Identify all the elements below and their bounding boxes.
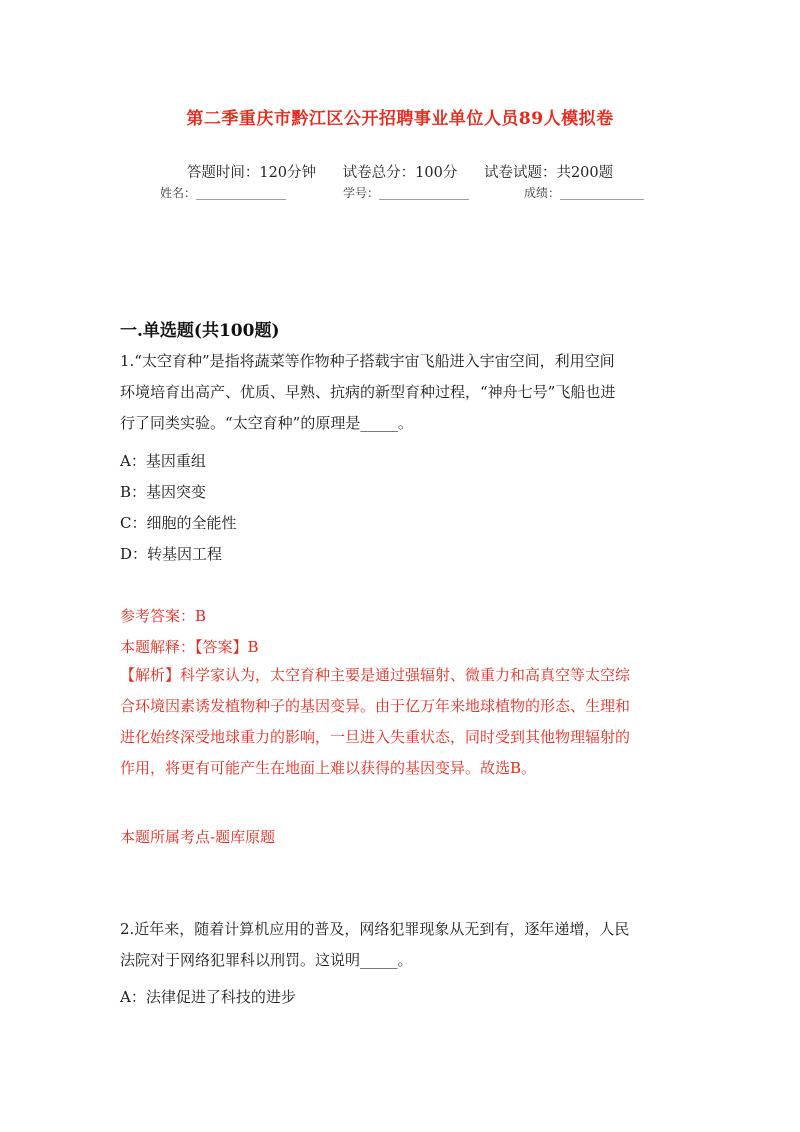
exam-meta <box>0 161 800 182</box>
question-1-option-d[interactable]: D：转基因工程 <box>120 545 223 563</box>
question-1-line-3: 行了同类实验。“太空育种”的原理是_____。 <box>120 414 413 432</box>
question-1-stem <box>120 346 685 439</box>
score-field[interactable]: 成绩：______________ <box>524 186 645 200</box>
question-1-topic: 本题所属考点-题库原题 <box>120 828 276 846</box>
name-field[interactable]: 姓名：_______________ <box>160 186 287 200</box>
question-2-stem <box>120 914 685 976</box>
exam-total-score: 试卷总分：100分 <box>342 165 458 181</box>
exam-title: 第二季重庆市黔江区公开招聘事业单位人员89人模拟卷 <box>186 109 614 129</box>
question-1-option-c[interactable]: C：细胞的全能性 <box>120 514 237 532</box>
question-2-line-2: 法院对于网络犯罪科以刑罚。这说明_____。 <box>120 951 413 969</box>
explanation-line-3: 进化始终深受地球重力的影响，一旦进入失重状态，同时受到其他物理辐射的 <box>120 728 631 746</box>
question-1-option-a[interactable]: A：基因重组 <box>120 452 206 470</box>
explanation-line-2: 合环境因素诱发植物种子的基因变异。由于亿万年来地球植物的形态、生理和 <box>120 697 631 715</box>
question-1-line-2: 环境培育出高产、优质、早熟、抗病的新型育种过程，“神舟七号”飞船也进 <box>120 383 616 401</box>
question-2-option-a[interactable]: A：法律促进了科技的进步 <box>120 988 296 1006</box>
question-1-reference-answer: 参考答案：B <box>120 607 207 625</box>
exam-total-questions: 试卷试题：共200题 <box>483 165 614 181</box>
student-id-field[interactable]: 学号：_______________ <box>343 186 470 200</box>
explanation-line-1: 【解析】科学家认为，太空育种主要是通过强辐射、微重力和高真空等太空综 <box>120 666 631 684</box>
question-1-explanation-head: 本题解释：【答案】B <box>120 638 259 656</box>
explanation-line-4: 作用，将更有可能产生在地面上难以获得的基因变异。故选B。 <box>120 759 537 777</box>
question-1-option-b[interactable]: B：基因突变 <box>120 483 207 501</box>
exam-time: 答题时间：120分钟 <box>186 165 317 181</box>
question-1-line-1: 1.“太空育种”是指将蔬菜等作物种子搭载宇宙飞船进入宇宙空间，利用空间 <box>120 352 615 370</box>
question-1-explanation <box>120 660 685 784</box>
question-2-line-1: 2.近年来，随着计算机应用的普及，网络犯罪现象从无到有，逐年递增，人民 <box>120 920 630 938</box>
section-title: 一.单选题(共100题) <box>120 321 280 341</box>
